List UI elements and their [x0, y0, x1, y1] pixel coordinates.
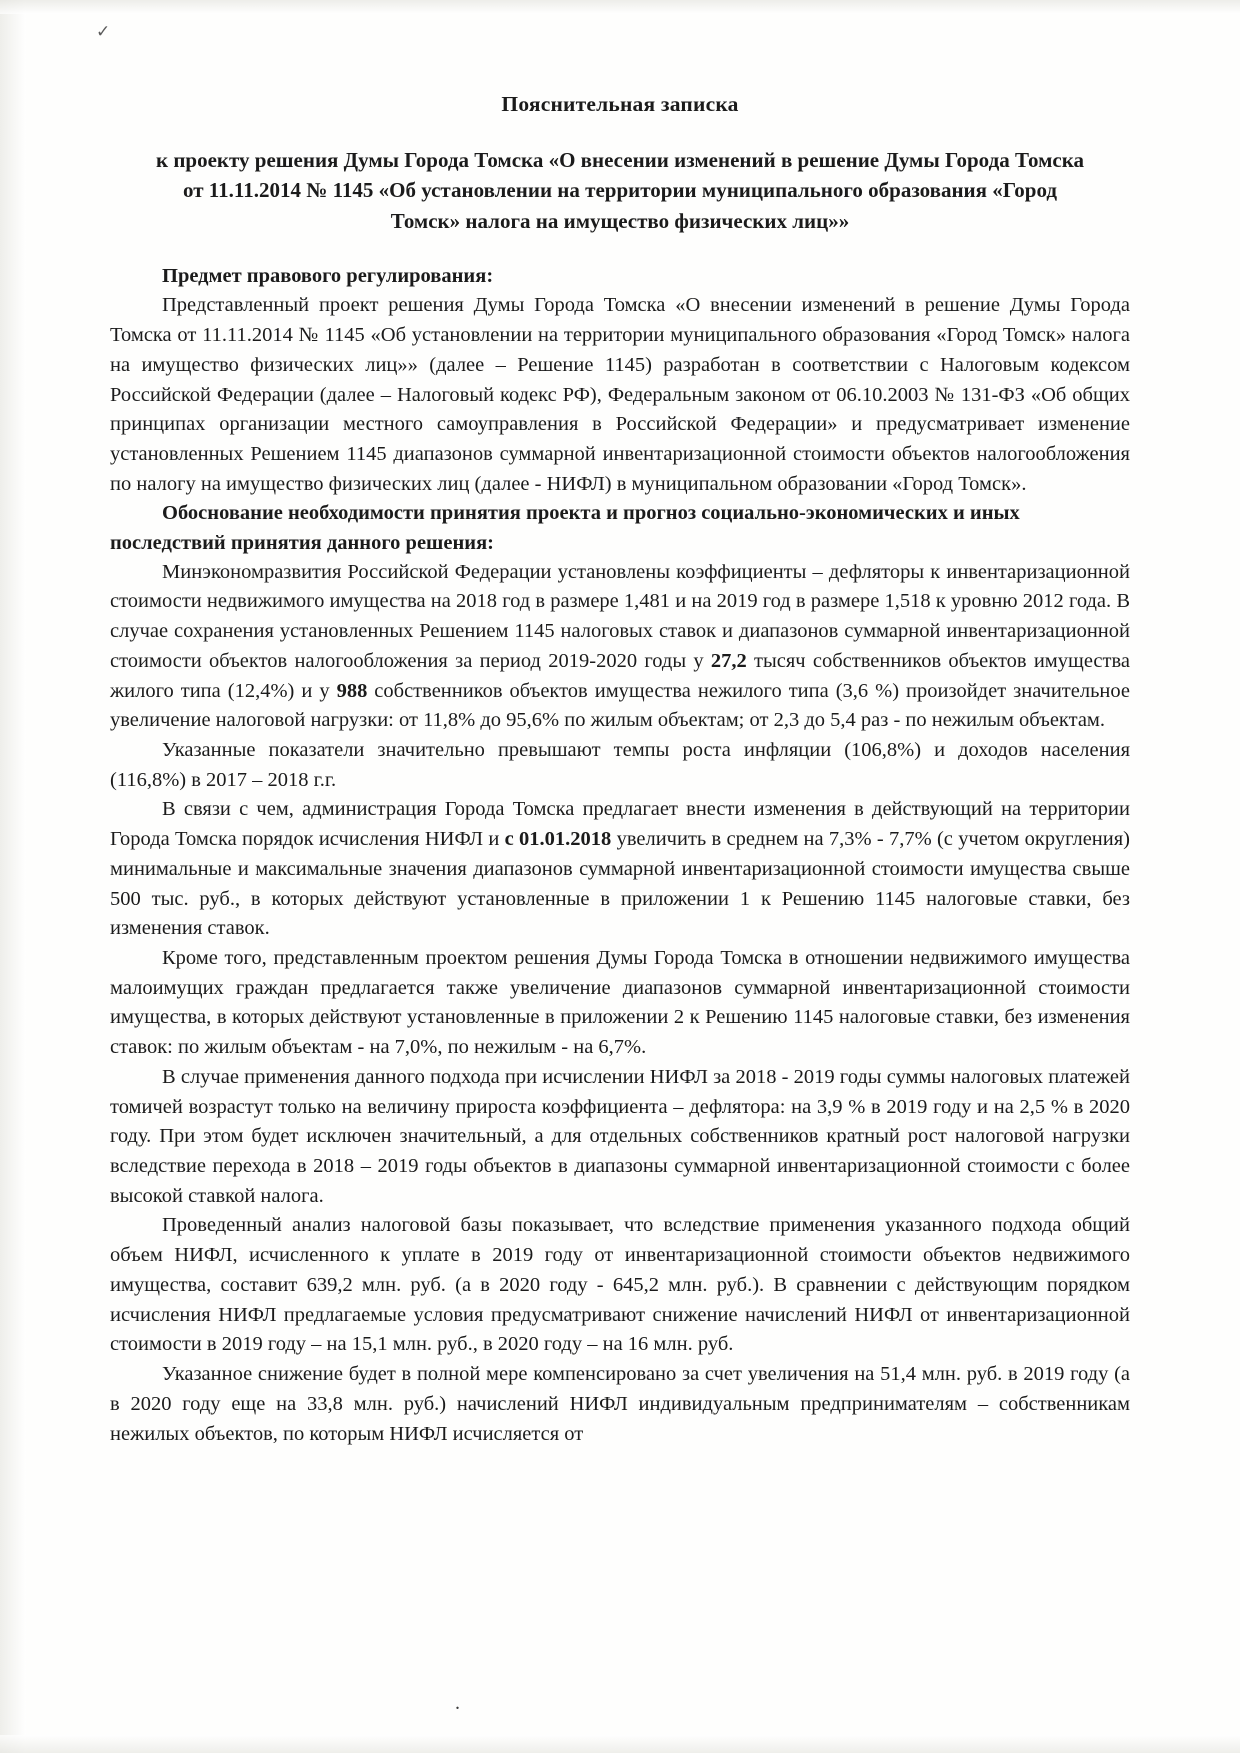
- paragraph-inflation: Указанные показатели значительно превышают темпы роста инфляции (106,8%) и доходов населения (116,8%) в 2017 – 2018 г.г.: [110, 738, 1130, 791]
- section-heading-subject: Предмет правового регулирования:: [162, 265, 494, 288]
- paragraph-analysis: Проведенный анализ налоговой базы показывает, что вследствие применения указанного подхода общий объем НИФЛ, исчисленного к уплате в 2019 году от инвентаризационной стоимости объектов недвижимого имущества, составит 639,2 млн. руб. (а в 2020 году - 645,2 млн. руб.). В сравнении с действующим порядком исчисления НИФЛ предлагаемые условия предусматривают снижение начислений НИФЛ от инвентаризационной стоимости в 2019 году – на 15,1 млн. руб., в 2020 году – на 16 млн. руб.: [110, 1214, 1130, 1356]
- page-title: Пояснительная записка: [501, 92, 739, 116]
- page-edge-shadow-left: [0, 0, 26, 1753]
- document-body: [110, 92, 1130, 1449]
- paragraph-compensation: Указанное снижение будет в полной мере компенсировано за счет увеличения на 51,4 млн. руб. в 2019 году (а в 2020 году еще на 33,8 млн. руб.) начислений НИФЛ индивидуальным предпринимателям – собственникам нежилых объектов, по которым НИФЛ исчисляется от: [110, 1363, 1130, 1445]
- section-heading-justification: Обоснование необходимости принятия проекта и прогноз социально-экономических и иных последствий принятия данного решения:: [110, 502, 1020, 554]
- page-edge-shadow-bottom: [0, 1735, 1240, 1753]
- paragraph-admin-proposal: В связи с чем, администрация Города Томска предлагает внести изменения в действующий на территории Города Томска порядок исчисления НИФЛ и с 01.01.2018 увеличить в среднем на 7,3% - 7,7% (с учетом округления) минимальные и максимальные значения диапазонов суммарной инвентаризационной стоимости имущества свыше 500 тыс. руб., в которых действуют установленные в приложении 1 к Решению 1145 налоговые ставки, без изменения ставок.: [110, 798, 1130, 940]
- paragraph-application: В случае применения данного подхода при исчислении НИФЛ за 2018 - 2019 годы суммы налоговых платежей томичей возрастут только на величину прироста коэффициента – дефлятора: на 3,9 % в 2019 году и на 2,5 % в 2020 году. При этом будет исключен значительный, а для отдельных собственников кратный рост налоговой нагрузки вследствие перехода в 2018 – 2019 годы объектов в диапазоны суммарной инвентаризационной стоимости с более высокой ставкой налога.: [110, 1065, 1130, 1207]
- paragraph-subject: Представленный проект решения Думы Города Томска «О внесении изменений в решение Думы Города Томска от 11.11.2014 № 1145 «Об установлении на территории муниципального образования «Город Томск» налога на имущество физических лиц»» (далее – Решение 1145) разработан в соответствии с Налоговым кодексом Российской Федерации (далее – Налоговый кодекс РФ), Федеральным законом от 06.10.2003 № 131-ФЗ «Об общих принципах организации местного самоуправления в Российской Федерации» и предусматривает изменение установленных Решением 1145 диапазонов суммарной инвентаризационной стоимости объектов налогообложения по налогу на имущество физических лиц (далее - НИФЛ) в муниципальном образовании «Город Томск».: [110, 294, 1130, 495]
- document-subtitle: к проекту решения Думы Города Томска «О внесении изменений в решение Думы Города Томска от 11.11.2014 № 1145 «Об установлении на территории муниципального образования «Город Томск» налога на имущество физических лиц»»: [155, 148, 1085, 233]
- page-footer-mark: .: [455, 1692, 461, 1714]
- paragraph-low-income: Кроме того, представленным проектом решения Думы Города Томска в отношении недвижимого имущества малоимущих граждан предлагается также увеличение диапазонов суммарной инвентаризационной стоимости имущества, в которых действуют установленные в приложении 2 к Решению 1145 налоговые ставки, без изменения ставок: по жилым объектам - на 7,0%, по нежилым - на 6,7%.: [110, 947, 1130, 1059]
- paragraph-deflators: Минэкономразвития Российской Федерации установлены коэффициенты – дефляторы к инвентаризационной стоимости недвижимого имущества на 2018 год в размере 1,481 и на 2019 год в размере 1,518 к уровню 2012 года. В случае сохранения установленных Решением 1145 налоговых ставок и диапазонов суммарной инвентаризационной стоимости объектов налогообложения за период 2019-2020 годы у 27,2 тысяч собственников объектов имущества жилого типа (12,4%) и у 988 собственников объектов имущества нежилого типа (3,6 %) произойдет значительное увеличение налоговой нагрузки: от 11,8% до 95,6% по жилым объектам; от 2,3 до 5,4 раз - по нежилым объектам.: [110, 560, 1130, 732]
- handwritten-mark-icon: ✓: [96, 22, 111, 41]
- page-edge-shadow-top: [0, 0, 1240, 14]
